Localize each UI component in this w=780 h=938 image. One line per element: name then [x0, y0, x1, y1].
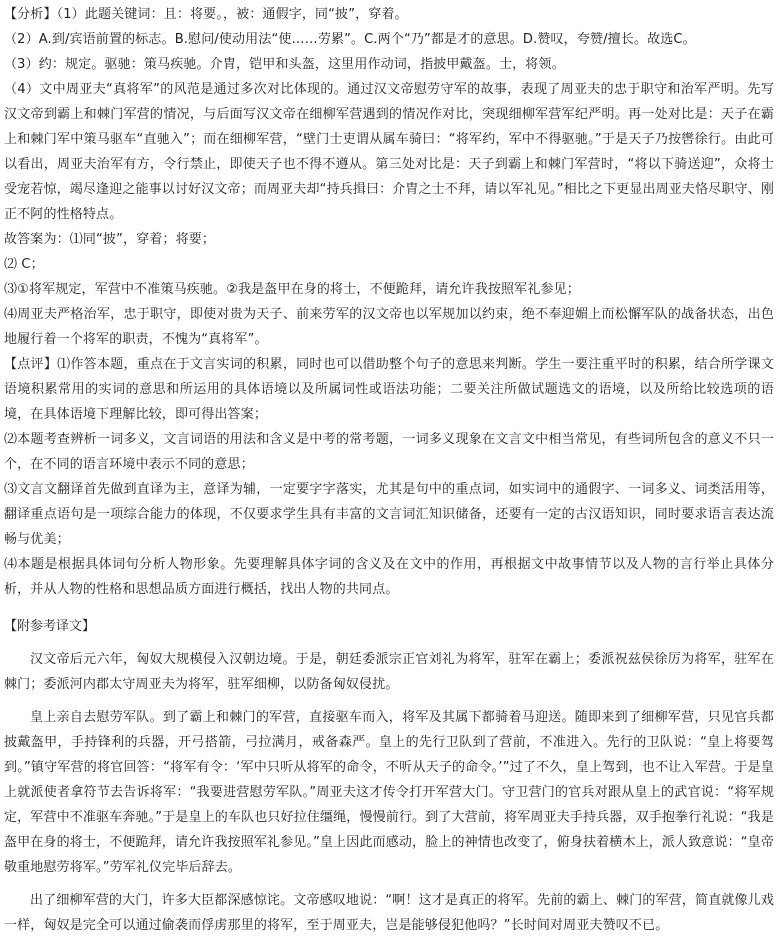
paragraph-spacer-2: [4, 880, 774, 888]
section-spacer: [4, 602, 774, 614]
paragraph-spacer-1: [4, 697, 774, 705]
translation-title: 【附参考译文】: [4, 619, 96, 634]
title-spacer: [4, 639, 774, 647]
analysis-paragraph-2: （2）A.到/宾语前置的标志。B.慰问/使动用法“使……劳累”。C.两个“乃”都是才的意思。D.赞叹，夸赞/擅长。故选C。: [4, 32, 696, 47]
answer-2: ⑵ C；: [4, 257, 44, 272]
analysis-paragraph-1: 【分析】（1）此题关键词：且：将要。，被：通假字，同“披”，穿着。: [4, 7, 408, 22]
translation-paragraph-2: 皇上亲自去慰劳军队。到了霸上和棘门的军营，直接驱车而入，将军及其属下都骑着马迎送。随即来到了细柳军营，只见官兵都披戴盔甲，手持锋利的兵器，开弓搭箭，弓拉满月，戒备森严。皇上的先行卫队到了营前，不准进入。先行的卫队说：“皇上将要驾到。”镇守军营的将官回答：“将军有令：‘军中只听从将军的命令，不听从天子的命令。’”过了不久，皇上驾到，也不让入军营。于是皇上就派使者拿符节去告诉将军：“我要进营慰劳军队。”周亚夫这才传令打开军营大门。守卫营门的官兵对跟从皇上的武官说：“将军规定，军营中不准驱车奔驰。”于是皇上的车队也只好拉住缰绳，慢慢前行。到了大营前，将军周亚夫手持兵器，双手抱拳行礼说：“我是盔甲在身的将士，不便跪拜，请允许我按照军礼参见。”皇上因此而感动，脸上的神情也改变了，俯身扶着横木上，派人致意说：“皇帝敬重地慰劳将军。”劳军礼仪完毕后辞去。: [4, 710, 774, 875]
answer-intro: 故答案为：⑴同“披”，穿着；将要；: [4, 232, 216, 247]
comment-paragraph-2: ⑵本题考查辨析一词多义，文言词语的用法和含义是中考的常考题，一词多义现象在文言文中相当常见，有些词所包含的意义不只一个，在不同的语言环境中表示不同的意思；: [4, 432, 774, 472]
translation-paragraph-1: 汉文帝后元六年，匈奴大规模侵入汉朝边境。于是，朝廷委派宗正官刘礼为将军，驻军在霸上；委派祝兹侯徐厉为将军，驻军在棘门；委派河内郡太守周亚夫为将军，驻军细柳，以防备匈奴侵扰。: [4, 652, 774, 692]
comment-paragraph-3: ⑶文言文翻译首先做到直译为主，意译为辅，一定要字字落实，尤其是句中的重点词，如实词中的通假字、一词多义、词类活用等，翻译重点语句是一项综合能力的体现，不仅要求学生具有丰富的文言词汇知识储备，还要有一定的古汉语知识，同时要求语言表达流畅与优美；: [4, 482, 774, 547]
answer-section: [4, 227, 774, 352]
comment-paragraph-1: 【点评】⑴作答本题，重点在于文言实词的积累，同时也可以借助整个句子的意思来判断。学生一要注重平时的积累，结合所学课文语境积累常用的实词的意思和所运用的具体语境以及所属词性或语法功能；二要关注所做试题选文的语境，以及所给比较选项的语境，在具体语境下理解比较，即可得出答案；: [4, 357, 774, 422]
comment-section: [4, 352, 774, 602]
answer-3: ⑶①将军规定，军营中不准策马疾驰。②我是盔甲在身的将士，不便跪拜，请允许我按照军礼参见；: [4, 282, 580, 297]
translation-paragraph-3: 出了细柳军营的大门，许多大臣都深感惊诧。文帝感叹地说：“啊！这才是真正的将军。先前的霸上、棘门的军营，简直就像儿戏一样，匈奴是完全可以通过偷袭而俘虏那里的将军，至于周亚夫，岂是能够侵犯他吗？”长时间对周亚夫赞叹不已。: [4, 893, 774, 933]
translation-section: [4, 614, 774, 938]
analysis-section: [4, 2, 774, 227]
answer-4: ⑷周亚夫严格治军，忠于职守，即使对贵为天子、前来劳军的汉文帝也以军规加以约束，绝不奉迎媚上而松懈军队的战备状态，出色地履行着一个将军的职责，不愧为“真将军”。: [4, 307, 774, 347]
analysis-paragraph-3: （3）约：规定。驱驰：策马疾驰。介胄，铠甲和头盔，这里用作动词，指披甲戴盔。士，将领。: [4, 57, 565, 72]
analysis-paragraph-4: （4）文中周亚夫“真将军”的风范是通过多次对比体现的。通过汉文帝慰劳守军的故事，表现了周亚夫的忠于职守和治军严明。先写汉文帝到霸上和棘门军营的情况，与后面写汉文帝在细柳军营遇到的情况作对比，突现细柳军营军纪严明。再一处对比是：天子在霸上和棘门军中策马驱车“直驰入”；而在细柳军营，“壁门士吏谓从属车骑曰：“将军约，军中不得驱驰。”于是天子乃按辔徐行。由此可以看出，周亚夫治军有方，令行禁止，即使天子也不得不遵从。第三处对比是：天子到霸上和棘门军营时，“将以下骑送迎”，众将士受宠若惊，竭尽逢迎之能事以讨好汉文帝；而周亚夫却“持兵揖曰：介胄之士不拜，请以军礼见。”相比之下更显出周亚夫恪尽职守、刚正不阿的性格特点。: [4, 82, 774, 222]
comment-paragraph-4: ⑷本题是根据具体词句分析人物形象。先要理解具体字词的含义及在文中的作用，再根据文中故事情节以及人物的言行举止具体分析，并从人物的性格和思想品质方面进行概括，找出人物的共同点。: [4, 557, 774, 597]
